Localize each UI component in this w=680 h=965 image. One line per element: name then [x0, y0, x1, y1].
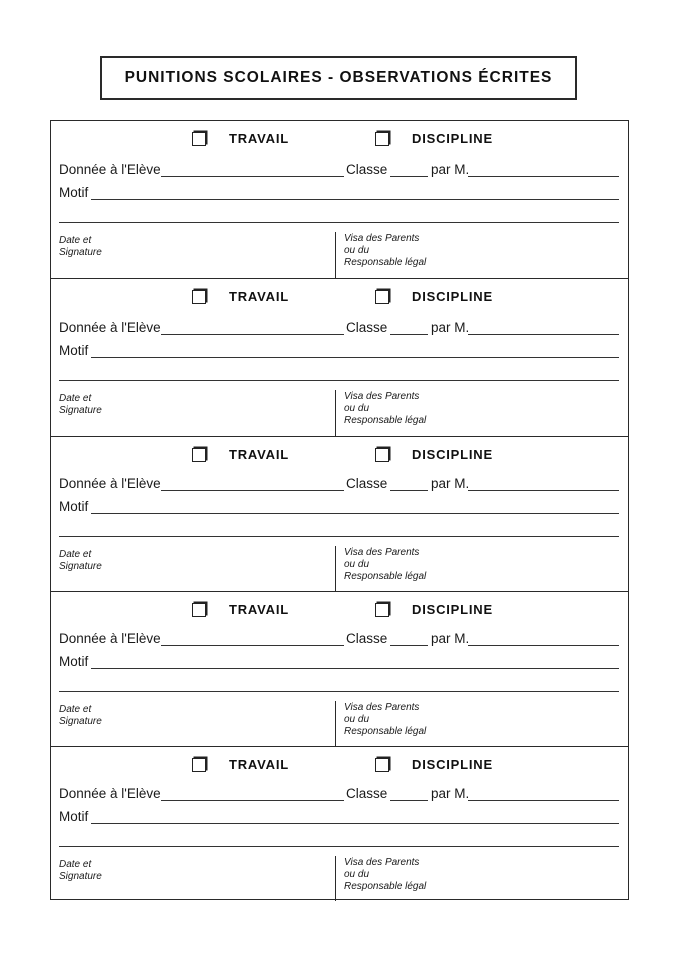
signature-divider: [335, 546, 336, 592]
par-label: par M.: [431, 786, 470, 801]
visa-label-1: Visa des Parents: [344, 547, 420, 558]
eleve-label: Donnée à l'Elève: [59, 320, 161, 335]
travail-label: TRAVAIL: [229, 289, 289, 304]
visa-label-2: ou du: [344, 869, 370, 880]
date-label-1: Date et: [59, 704, 92, 715]
eleve-field[interactable]: [161, 645, 344, 646]
visa-label-1: Visa des Parents: [344, 391, 420, 402]
checkbox-travail[interactable]: [192, 290, 206, 304]
slip-4: [51, 591, 628, 746]
motif-field-line2[interactable]: [59, 222, 619, 223]
checkbox-discipline[interactable]: [375, 603, 389, 617]
discipline-label: DISCIPLINE: [412, 131, 493, 146]
date-label-2: Signature: [59, 871, 102, 882]
date-label-1: Date et: [59, 549, 92, 560]
date-label-1: Date et: [59, 393, 92, 404]
motif-label: Motif: [59, 654, 89, 669]
visa-label-2: ou du: [344, 245, 370, 256]
signature-divider: [335, 232, 336, 278]
discipline-label: DISCIPLINE: [412, 447, 493, 462]
checkbox-discipline[interactable]: [375, 290, 389, 304]
travail-label: TRAVAIL: [229, 131, 289, 146]
motif-field-line2[interactable]: [59, 691, 619, 692]
checkbox-discipline[interactable]: [375, 758, 389, 772]
visa-label-3: Responsable légal: [344, 726, 427, 737]
checkbox-travail[interactable]: [192, 603, 206, 617]
slip-3: [51, 436, 628, 591]
visa-label-2: ou du: [344, 714, 370, 725]
motif-field-line2[interactable]: [59, 846, 619, 847]
visa-label-3: Responsable légal: [344, 257, 427, 268]
category-row: [51, 756, 628, 774]
checkbox-discipline[interactable]: [375, 132, 389, 146]
motif-field[interactable]: [91, 357, 619, 358]
visa-label-3: Responsable légal: [344, 415, 427, 426]
visa-label-1: Visa des Parents: [344, 857, 420, 868]
checkbox-travail[interactable]: [192, 132, 206, 146]
visa-label-3: Responsable légal: [344, 571, 427, 582]
checkbox-travail[interactable]: [192, 448, 206, 462]
par-field[interactable]: [468, 645, 619, 646]
par-label: par M.: [431, 162, 470, 177]
visa-label-2: ou du: [344, 559, 370, 570]
date-label-1: Date et: [59, 235, 92, 246]
slips-container: [50, 120, 629, 900]
motif-field[interactable]: [91, 668, 619, 669]
classe-field[interactable]: [390, 334, 428, 335]
motif-label: Motif: [59, 499, 89, 514]
discipline-label: DISCIPLINE: [412, 289, 493, 304]
classe-field[interactable]: [390, 490, 428, 491]
motif-field[interactable]: [91, 199, 619, 200]
category-row: [51, 288, 628, 306]
eleve-label: Donnée à l'Elève: [59, 476, 161, 491]
date-label-2: Signature: [59, 716, 102, 727]
date-label-2: Signature: [59, 561, 102, 572]
motif-field-line2[interactable]: [59, 536, 619, 537]
travail-label: TRAVAIL: [229, 757, 289, 772]
eleve-label: Donnée à l'Elève: [59, 786, 161, 801]
par-field[interactable]: [468, 800, 619, 801]
classe-label: Classe: [346, 476, 388, 491]
visa-label-1: Visa des Parents: [344, 233, 420, 244]
signature-divider: [335, 701, 336, 747]
category-row: [51, 130, 628, 148]
classe-label: Classe: [346, 631, 388, 646]
signature-divider: [335, 390, 336, 437]
slip-1: [51, 121, 628, 278]
classe-label: Classe: [346, 786, 388, 801]
visa-label-2: ou du: [344, 403, 370, 414]
checkbox-travail[interactable]: [192, 758, 206, 772]
par-field[interactable]: [468, 176, 619, 177]
slip-2: [51, 278, 628, 436]
page-title: PUNITIONS SCOLAIRES - OBSERVATIONS ÉCRITES: [124, 69, 553, 86]
classe-field[interactable]: [390, 800, 428, 801]
checkbox-discipline[interactable]: [375, 448, 389, 462]
classe-field[interactable]: [390, 176, 428, 177]
classe-field[interactable]: [390, 645, 428, 646]
slip-5: [51, 746, 628, 900]
visa-label-3: Responsable légal: [344, 881, 427, 892]
travail-label: TRAVAIL: [229, 447, 289, 462]
motif-field[interactable]: [91, 513, 619, 514]
motif-field-line2[interactable]: [59, 380, 619, 381]
date-label-2: Signature: [59, 405, 102, 416]
par-label: par M.: [431, 476, 470, 491]
motif-label: Motif: [59, 343, 89, 358]
discipline-label: DISCIPLINE: [412, 757, 493, 772]
discipline-label: DISCIPLINE: [412, 602, 493, 617]
eleve-label: Donnée à l'Elève: [59, 162, 161, 177]
classe-label: Classe: [346, 320, 388, 335]
par-label: par M.: [431, 320, 470, 335]
eleve-label: Donnée à l'Elève: [59, 631, 161, 646]
signature-divider: [335, 856, 336, 901]
visa-label-1: Visa des Parents: [344, 702, 420, 713]
motif-label: Motif: [59, 809, 89, 824]
category-row: [51, 446, 628, 464]
par-field[interactable]: [468, 490, 619, 491]
travail-label: TRAVAIL: [229, 602, 289, 617]
category-row: [51, 601, 628, 619]
title-box: [100, 56, 577, 100]
motif-field[interactable]: [91, 823, 619, 824]
eleve-field[interactable]: [161, 176, 344, 177]
date-label-2: Signature: [59, 247, 102, 258]
eleve-field[interactable]: [161, 334, 344, 335]
par-field[interactable]: [468, 334, 619, 335]
date-label-1: Date et: [59, 859, 92, 870]
classe-label: Classe: [346, 162, 388, 177]
eleve-field[interactable]: [161, 490, 344, 491]
eleve-field[interactable]: [161, 800, 344, 801]
motif-label: Motif: [59, 185, 89, 200]
par-label: par M.: [431, 631, 470, 646]
